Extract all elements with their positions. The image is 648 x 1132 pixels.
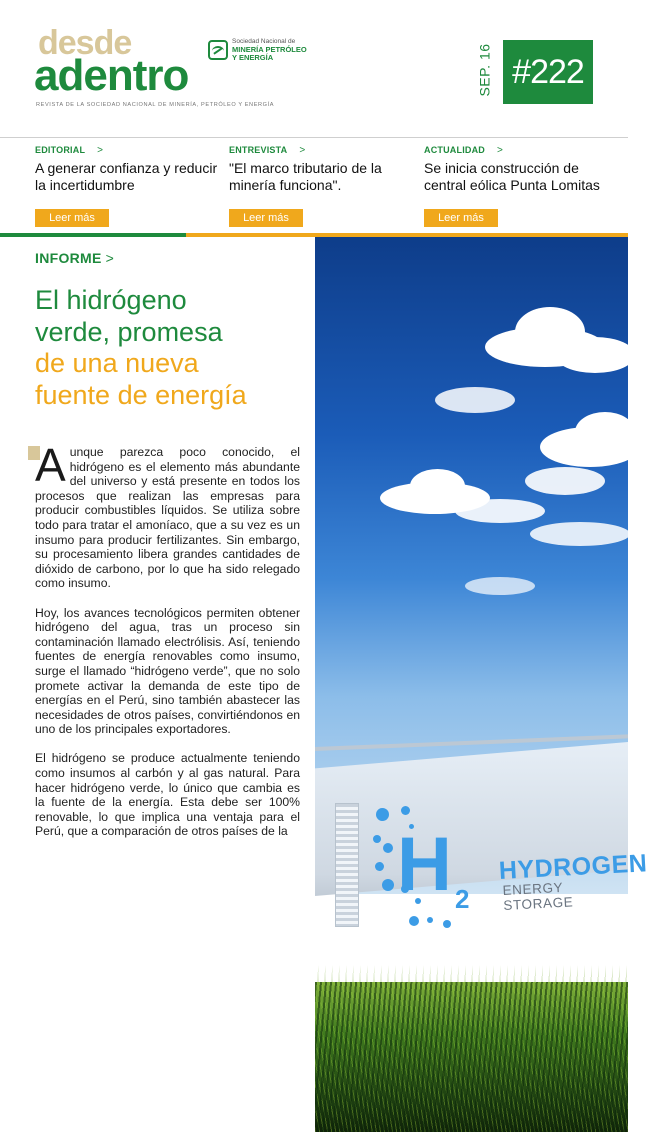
- hydrogen-storage-photo: [315, 237, 648, 914]
- teaser-category[interactable]: ACTUALIDAD >: [424, 145, 504, 156]
- snmpe-logo: [208, 38, 338, 78]
- teaser-title[interactable]: A generar confianza y reducir la incertidumbre: [35, 160, 218, 193]
- h2-logo-h: H: [397, 822, 450, 907]
- paragraph-3: El hidrógeno se produce actualmente teniendo como insumos al carbón y al gas natural. Para hacer hidrógeno verde, lo único que cambia es la fuente de la energía. Esta debe ser 100% renovable, lo que implica una ventaja para el Perú, que a comparación de otros países de la: [35, 751, 300, 839]
- headline-line: de una nueva: [35, 348, 199, 378]
- headline-line: fuente de energía: [35, 379, 247, 410]
- paragraph-1: Aunque parezca poco conocido, el hidrógeno es el elemento más abundante del universo y está presente en todos los procesos que realizan las empresas para producir combustibles líquidos. Se utiliza sobre todo para tratar el amoníaco, que a su vez es un insumo para producir fertilizantes. Sin embargo, su procesamiento libera grandes cantidades de dióxido de carbono, por lo que ha sido relegado como insumo.: [35, 445, 300, 591]
- h2-logo-two: 2: [455, 884, 470, 914]
- headline-line: verde, promesa: [35, 316, 223, 347]
- vent-grille: [335, 803, 359, 927]
- chevron-right-icon: >: [105, 250, 115, 266]
- grass: [315, 982, 628, 1132]
- teaser-title[interactable]: Se inicia construcción de central eólica Punta Lomitas: [424, 160, 600, 193]
- chevron-right-icon: >: [497, 145, 504, 156]
- logo-desde: desde: [38, 24, 132, 62]
- divider: [0, 137, 628, 138]
- section-label[interactable]: INFORME >: [35, 250, 115, 266]
- leer-mas-button[interactable]: Leer más: [424, 209, 498, 227]
- issue-date: [474, 42, 496, 102]
- org-line2: MINERÍA PETRÓLEO: [232, 44, 307, 54]
- issue-date-text: SEP. 16: [476, 43, 493, 97]
- snmpe-icon: [208, 40, 228, 60]
- hydrogen-sign: HYDROGEN: [498, 849, 648, 885]
- energy-storage-sign: ENERGY STORAGE: [502, 879, 574, 913]
- teaser-editorial: [35, 145, 225, 227]
- chevron-right-icon: >: [97, 145, 104, 156]
- leer-mas-button[interactable]: Leer más: [229, 209, 303, 227]
- tagline: REVISTA DE LA SOCIEDAD NACIONAL DE MINERÍA, PETRÓLEO Y ENERGÍA: [36, 102, 275, 108]
- issue-number: #222: [503, 40, 593, 104]
- teaser-entrevista: [229, 145, 419, 227]
- color-band-green: [0, 233, 186, 237]
- headline-line: El hidrógeno: [35, 285, 187, 315]
- dropcap: A: [35, 446, 66, 484]
- article-headline: [35, 285, 305, 411]
- chevron-right-icon: >: [299, 145, 306, 156]
- org-line3: Y ENERGÍA: [232, 52, 274, 62]
- teaser-category[interactable]: ENTREVISTA >: [229, 145, 306, 156]
- article-body: [35, 439, 300, 854]
- org-line1: Sociedad Nacional de: [232, 38, 296, 45]
- teaser-category[interactable]: EDITORIAL >: [35, 145, 104, 156]
- logo-adentro: adentro: [34, 51, 189, 100]
- teaser-actualidad: [424, 145, 614, 227]
- teaser-title[interactable]: "El marco tributario de la minería funciona".: [229, 160, 382, 193]
- paragraph-2: Hoy, los avances tecnológicos permiten obtener hidrógeno del agua, tras un proceso sin contaminación llamado electrólisis. Así, teniendo fuentes de energía renovables como insumo, surge el llamado “hidrógeno verde”, que no solo promete activar la demanda de este tipo de energías en el Perú, sino también abastecer las necesidades de otros países, convirtiéndonos en uno de los principales exportadores.: [35, 605, 300, 737]
- leer-mas-button[interactable]: Leer más: [35, 209, 109, 227]
- masthead: [34, 26, 334, 116]
